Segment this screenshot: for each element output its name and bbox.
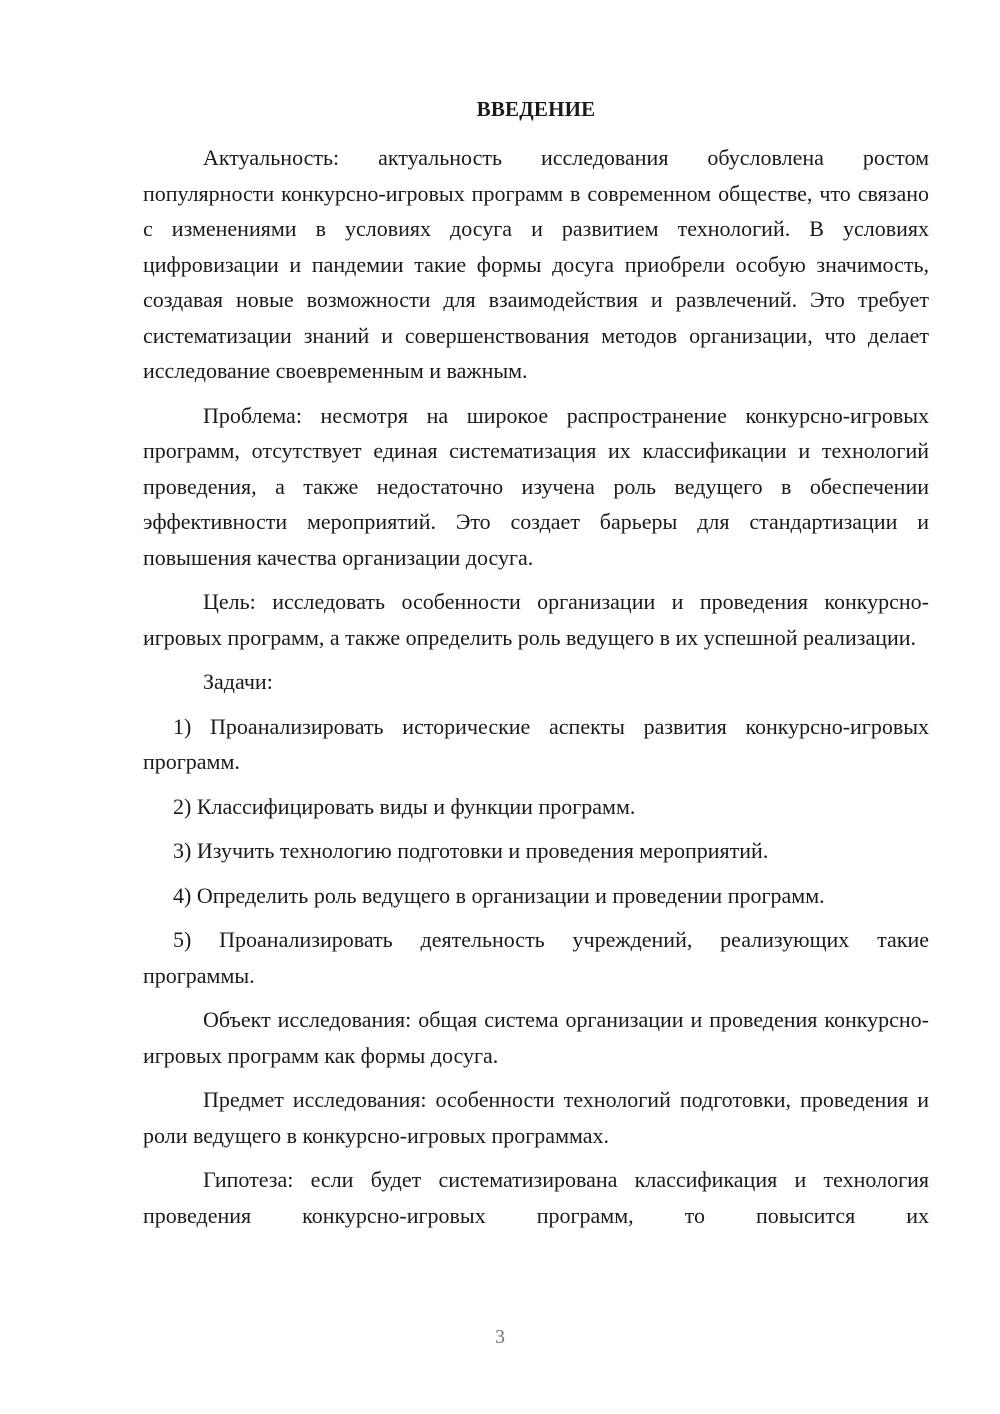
task-item-5: 5) Проанализировать деятельность учреждений, реализующих такие программы.	[143, 927, 929, 988]
page-heading: ВВЕДЕНИЕ	[476, 97, 596, 121]
task-item-1: 1) Проанализировать исторические аспекты развития конкурсно-игровых программ.	[143, 713, 929, 774]
page-content	[143, 92, 929, 1242]
paragraph-relevance: Актуальность: актуальность исследования обусловлена ростом популярности конкурсно-игровых программ в современном обществе, что связано с изменениями в условиях досуга и развитием технологий. В условиях цифровизации и пандемии такие формы досуга приобрели особую значимость, создавая новые возможности для взаимодействия и развлечений. Это требует систематизации знаний и совершенствования методов организации, что делает исследование своевременным и важным.	[143, 145, 929, 383]
paragraph-subject: Предмет исследования: особенности технологий подготовки, проведения и роли ведущего в конкурсно-игровых программах.	[143, 1087, 929, 1148]
paragraph-problem: Проблема: несмотря на широкое распространение конкурсно-игровых программ, отсутствует единая систематизация их классификации и технологий проведения, а также недостаточно изучена роль ведущего в обеспечении эффективности мероприятий. Это создает барьеры для стандартизации и повышения качества организации досуга.	[143, 402, 929, 570]
page-number: 3	[495, 1326, 505, 1348]
task-item-3: 3) Изучить технологию подготовки и проведения мероприятий.	[173, 838, 769, 863]
task-item-4: 4) Определить роль ведущего в организации и проведении программ.	[173, 882, 825, 908]
paragraph-object: Объект исследования: общая система организации и проведения конкурсно-игровых программ как формы досуга.	[143, 1007, 929, 1068]
tasks-label: Задачи:	[203, 669, 273, 694]
paragraph-goal: Цель: исследовать особенности организации и проведения конкурсно-игровых программ, а также определить роль ведущего в их успешной реализации.	[143, 589, 929, 650]
task-item-2: 2) Классифицировать виды и функции программ.	[173, 793, 636, 819]
paragraph-hypothesis: Гипотеза: если будет систематизирована классификация и технология проведения конкурсно-игровых программ, то повысится их	[143, 1167, 929, 1228]
